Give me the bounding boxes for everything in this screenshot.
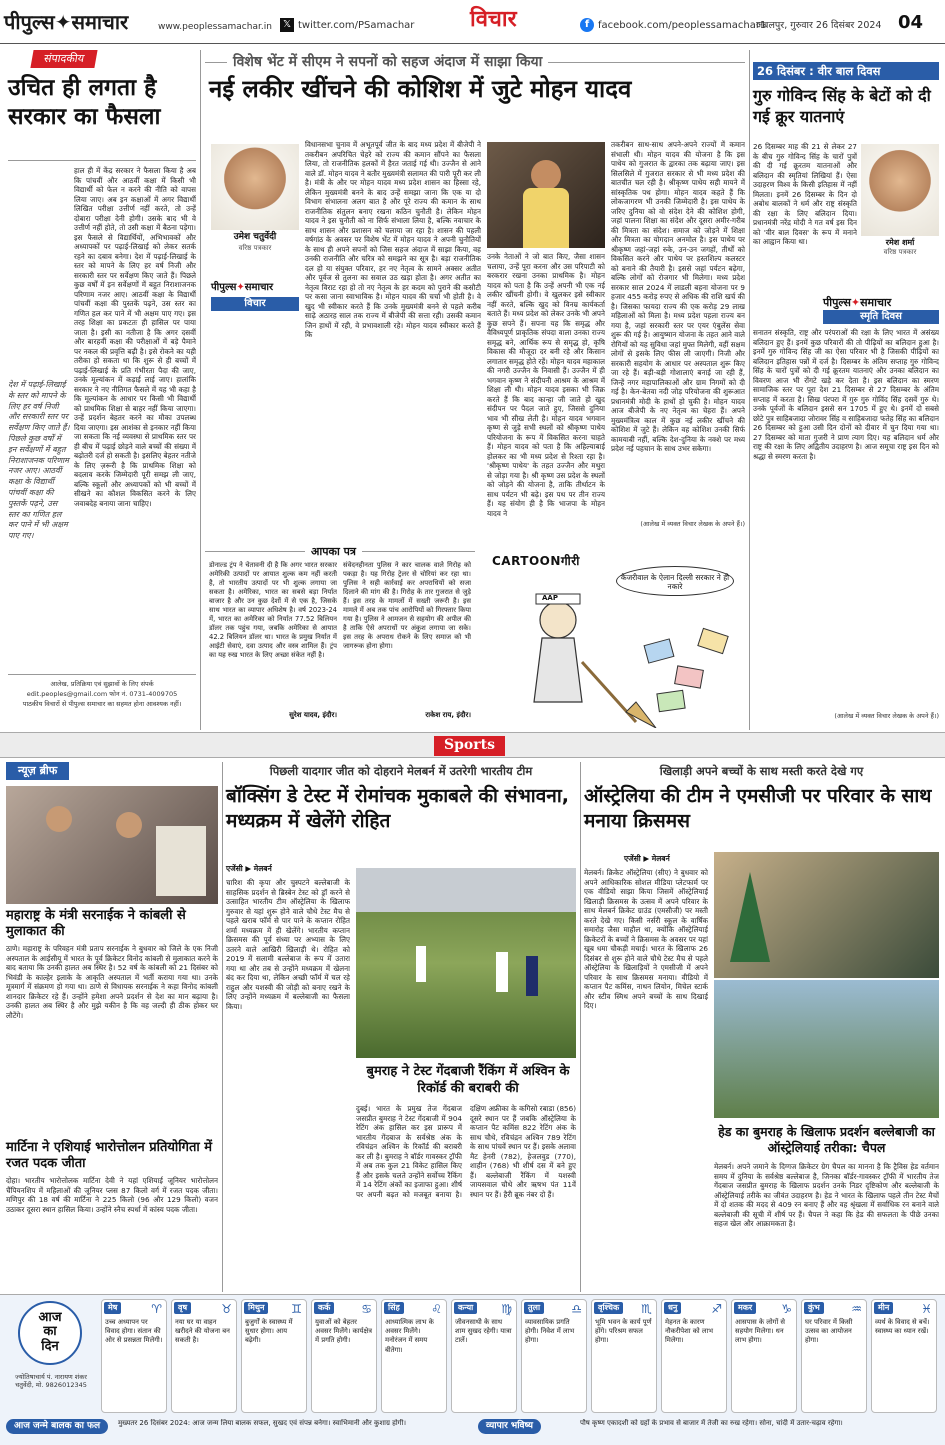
sports-label: Sports [434, 736, 505, 756]
editorial-title: उचित ही लगता है सरकार का फैसला [8, 74, 161, 130]
zodiac-text: घर परिवार में किसी उत्सव का आयोजन होगा। [805, 1318, 853, 1345]
veer-lead: 26 दिसम्बर माह की 21 से लेकर 27 के बीच गुरु गोविन्द सिंह के चारों पुत्रों की दी गई क्रूरतम यातनाओं और बलिदान की स्मृतियां लिखियां हैं। ऐसा उदाहरण विश्व के किसी इतिहास में नहीं मिलता। इनमें 26 दिसम्बर के दिन दो अबोध बालकों ने धर्म और राष्ट्र संस्कृति की रक्षा के लिए बलिदान दिया। प्रधानमंत्री नरेंद्र मोदी ने गत वर्ष इस दिन को 'वीर बाल दिवस' के रूप में मनाने का आह्वान किया था। [753, 142, 857, 246]
page-number: 04 [898, 12, 924, 33]
brand-stamp-logo: पीपुल्स✦समाचार [211, 282, 274, 293]
cm-photo [487, 142, 605, 248]
cm-photo-body [523, 188, 569, 248]
veer-tag: 26 दिसंबर : वीर बाल दिवस [753, 62, 939, 80]
zodiac-8 [591, 1299, 657, 1413]
zodiac-2 [171, 1299, 237, 1413]
zodiac-text: बुजुर्गों के स्वास्थ्य में सुधार होगा। आय बढ़ेगी। [245, 1318, 293, 1345]
zodiac-symbol-icon: ♌ [431, 1302, 442, 1316]
lead-kicker: विशेष भेंट में सीएम ने सपनों को सहज अंदाज में साझा किया [227, 54, 548, 72]
brief-photo [6, 786, 218, 904]
zodiac-text: उच्च अध्यापन पर विवाद होगा। संतान की ओर से प्रसन्नता मिलेगी। [105, 1318, 163, 1345]
rashifal-title-line: का [43, 1324, 57, 1340]
editorial-tag: संपादकीय [30, 50, 97, 68]
zodiac-text: भूमि भवन के कार्य पूर्ण होंगे। परिश्रम सफल होगा। [595, 1318, 652, 1345]
boxing-title: बॉक्सिंग डे टेस्ट में रोमांचक मुकाबले की संभावना, मध्यक्रम में खेलेंगे रोहित [226, 785, 569, 833]
boxing-agency: एजेंसी ▶ मेलबर्न [226, 864, 272, 873]
lead-col-3: तकरीबन साथ-साथ अपने-अपने राज्यों में कमान संभाली थी। मोहन यादव की योजना है कि इस पाथेय को गुजरात के द्वारका तक बढ़ाया जाए। इस सिलसिले में गुजरात सरकार से भी मध्य प्रदेश की बातचीत चल रही है। श्रीकृष्ण पाथेय सही मायने में सांस्कृतिक पथ होगा। मोहन यादव कहते हैं कि लोकजागरण भी उनकी जिम्मेदारी है। इस पाथेय के जरिए दुनिया को वो संदेश देने की कोशिश होगी, जहां पालना शिक्षा का संदेश और दूसरा अमीर-गरीब की मित्रता का संदेश। समाज को जोड़ने में शिक्षा और मित्रता का योगदान अनमोल है। इस पाथेय पर श्रीकृष्ण जहां-जहां रुके, उन-उन जगहों, तीर्थों को विकसित करने और पाथेय पर हस्तशिल्प कलस्टर को बनाने की तैयारी है। इससे जहां पर्यटन बढ़ेगा, बल्कि लोगों को रोजगार भी मिलेगा। मध्य प्रदेश सरकार साल 2024 में लाडली बहना योजना पर 9 हजार 455 करोड़ रुपए से अधिक की राशि खर्च की है। जिसका फायदा राज्य की एक करोड़ 29 लाख महिलाओं को मिला है। मध्य प्रदेश पहला राज्य बन गया है, जहां सरकारी स्तर पर एयर एंबुलेंस सेवा शुरू की गई है। आयुष्मान योजना के तहत आने वाले रोगियों को यह सुविधा जहां मुफ्त मिलेगी, वहीं सक्षम लोगों से इसके लिए फीस ली जाएगी। निजी और सरकारी सहयोग के आधार पर अस्पताल शुरू किए जा रहे हैं। बड़ी-बड़ी गोशालाएं बनाई जा रही हैं, जिन्हें नगर महापालिकाओं और ग्राम निगमों को दी गई है। केन-बेतवा नदी जोड़ परियोजना की शुरूआत प्रधानमंत्री मोदी के हाथों हो चुकी है। मोहन यादव आज बीजेपी के नए नेतृत्व का चेहरा हैं। अपने मुख्यमंत्रित्व काल में कुछ नई लकीर खींचने की कोशिश में जुटे हैं। लेकिन वह कोशिश उनकी सिर्फ कामयाबी नहीं, बल्कि देश-दुनिया के नक्शे पर मध्य प्रदेश नई पहचान के साथ उभर सकेगा। [611, 140, 745, 453]
zodiac-3 [241, 1299, 307, 1413]
lead-signoff: (आलेख में व्यक्त विचार लेखक के अपने हैं।) [640, 520, 745, 528]
birth-text: मुख्यतर 26 दिसंबर 2024: आज जन्म लिया बालक सफल, सुखद एवं संपन्न बनेगा। स्वाभिमानी और कुशाग्र होगी। [118, 1419, 407, 1427]
brief-photo-bed [156, 826, 206, 896]
trade-text: पौष कृष्ण एकादशी को ग्रहों के प्रभाव से बाजार में तेजी का रुख रहेगा। सोना, चांदी में उतार-चढ़ाव रहेगा। [580, 1419, 843, 1427]
divider [8, 674, 196, 675]
zodiac-name: कर्क [314, 1302, 334, 1314]
practice-photo-player [496, 952, 508, 992]
contact-line: आलेख, प्रतिक्रिया एवं सुझावों के लिए संपर्क [50, 680, 154, 688]
cartoon-drawing [486, 572, 744, 728]
section-title: विचार [470, 7, 517, 32]
divider [200, 50, 201, 730]
masthead [0, 0, 945, 44]
zodiac-9 [661, 1299, 727, 1413]
twitter-link[interactable]: twitter.com/PSamachar [298, 20, 415, 31]
zodiac-name: सिंह [384, 1302, 404, 1314]
lead-article [205, 50, 745, 540]
speech-bubble: केजरीवाल के ऐलान दिल्ली सरकार ने ही नकारे [616, 566, 734, 596]
brief-photo-face [46, 806, 72, 832]
zodiac-name: वृष [174, 1302, 191, 1314]
lead-col-2: उनके नेताओं ने जो बात किए, जैसा शासन चलाया, उन्हें पूरा करना और उस परिपाटी को बरकरार रखना उनका प्राथमिक है। मोहन यादव को पता है कि उन्हें अपनी भी एक नई लकीर खींचनी होगी। वे खुलकर इसे स्वीकार नहीं करते, बल्कि खुद को विनम्र कार्यकर्ता बताते हैं। मध्य प्रदेश को लेकर उनके भी अपने कुछ सपने हैं। सपना यह कि समृद्ध और वैविध्यपूर्ण प्राकृतिक संपदा वाला उनका राज्य समृद्ध बने, आर्थिक रूप से समृद्ध हो, कृषि विकास की मौजूदा दर बनी रहे और किसान लगातार समृद्ध होते रहें। मोहन यादव महाकाल की नगरी उज्जैन के निवासी हैं। उज्जैन में ही भगवान कृष्ण ने संदीपनी आश्रम के आश्रम में शिक्षा ली थी। मोहन यादव इसका भी जिक्र करते हैं कि बाद कान्हा जी जाते हो खुद संदीपन पर पैदल जाते हुए, जिससे दुनिया भाव भी सीख लेती है। मोहन यादव भगवान कृष्ण से जुड़े सभी स्थलों को श्रीकृष्ण पाथेय परियोजना के रूप में विकसित करना चाहते हैं। मोहन यादव को पता है कि अहिल्याबाई होलकर का भी मध्य प्रदेश से रिश्ता रहा है। 'श्रीकृष्ण पाथेय' के तहत उज्जैन और मथुरा से जोड़ा गया है। श्री कृष्ण उस प्रदेश के स्थलों को जोड़ने की योजना है, ताकि तीर्थाटन के साथ पर्यटन भी बढ़े। इस पथ पर तीन राज्य हैं। यह संयोग ही है कि भाजपा के मोहन यादव ने [487, 252, 605, 518]
zodiac-text: मेहनत के कारण नौकरीपेशा को लाभ मिलेगा। [665, 1318, 713, 1345]
editorial [8, 50, 196, 728]
zodiac-name: कन्या [454, 1302, 477, 1314]
zodiac-text: नया घर या वाहन खरीदने की योजना बन सकती है। [175, 1318, 230, 1345]
divider [580, 762, 581, 1292]
author-name: उमेश चतुर्वेदी [233, 232, 277, 242]
bumrah-title: बुमराह ने टेस्ट गेंदबाजी रैंकिंग में अश्विन के रिकॉर्ड की बराबरी की [366, 1064, 570, 1096]
smriti-logo: पीपुल्स✦समाचार [823, 296, 892, 309]
zodiac-name: कुंभ [804, 1302, 824, 1314]
brief-2-title: मार्टिना ने एशियाई भारोत्तोलन प्रतियोगिता में रजत पदक जीता [6, 1140, 213, 1172]
author-photo [211, 144, 299, 230]
zodiac-1 [101, 1299, 167, 1413]
letter-1: डोनाल्ड ट्रंप ने चेतावनी दी है कि अगर भारत सरकार अमेरिकी उत्पादों पर आयात शुल्क कम नहीं करती है, तो भारतीय उत्पादों पर भी शुल्क लगाया जा सकता है। अमेरिका, भारत का सबसे बड़ा निर्यात बाजार है और उन कुछ देशों में से एक है, जिसके साथ भारत का व्यापार अधिशेष है। वर्ष 2023-24 में, भारत का अमेरिका को निर्यात 77.52 बिलियन डॉलर तक पहुंच गया, जबकि अमेरिका से आयात 42.2 बिलियन डॉलर था। भारत के प्रमुख निर्यात में आईटी सेवाएं, दवा उत्पाद और वस्त्र शामिल हैं। ट्रंप का यह रुख भारत के लिए अच्छा संकेत नहीं है। [209, 561, 337, 659]
cartoon [486, 548, 744, 728]
zodiac-text: युवाओं को बेहतर अवसर मिलेंगे। कार्यक्षेत्र में प्रगति होगी। [315, 1318, 373, 1345]
australia-article [584, 764, 939, 1289]
letters-box [205, 545, 475, 727]
zodiac-7 [521, 1299, 587, 1413]
aus-agency: एजेंसी ▶ मेलबर्न [624, 854, 670, 863]
zodiac-12 [871, 1299, 937, 1413]
veer-author-photo [861, 144, 939, 236]
contact-email[interactable]: edit.peoples@gmail.com फोन नं. 0731-4009705 [26, 690, 178, 698]
practice-photo-player [416, 946, 426, 982]
zodiac-grid [100, 1299, 940, 1415]
letter-1-sign: सुरेश यादव, इंदौर। [289, 711, 337, 719]
editorial-body: हाल ही में केंद्र सरकार ने फैसला किया है अब कि पांचवीं और आठवीं कक्षा में किसी भी विद्यार्थी को फेल न करने की नीति को वापस लिया जाए। अब इन कक्षाओं में अगर विद्यार्थी लिखित परीक्षा उत्तीर्ण नहीं करते, तो उन्हें दोबारा परीक्षा देनी होगी। उसके बाद भी वे उत्तीर्ण नहीं होते, तो उसी कक्षा में बैठना पड़ेगा। इस फैसले से विद्यार्थियों, अभिभावकों और अध्यापकों पर पढ़ाई-लिखाई को लेकर सतर्क रहने का दबाव बनेगा। देश में पढ़ाई-लिखाई के स्तर को मापने के लिए हर वर्ष निजी और सरकारी स्तर पर सर्वेक्षण किए जाते हैं। पिछले कुछ वर्षों में इन सर्वेक्षणों में बहुत निराशाजनक परिणाम नजर आए। आठवीं कक्षा के विद्यार्थी पांचवीं कक्षा की पुस्तकें पढ़ने, उस स्तर का गणित हल कर पाने में भी अक्षम पाए गए। इस तरह शिक्षा का प्रकटतः ही हासिल पर पाया जाता है। इसी का नतीजा है कि अगर दसवीं और बारहवीं कक्षा की परीक्षाओं में बड़े पैमाने पर नकल की प्रवृत्ति बढ़ी है। इसे रोकने का यही तरीका हो सकता था कि शुरू से ही बच्चों में पढ़ाई-लिखाई के प्रति गंभीरता पैदा की जाए, उनके मूल्यांकन में कड़ाई लाई जाए। हालांकि सरकार ने नए नीतिगत फैसले में यह भी कहा है कि मूल्यांकन के आधार पर किसी भी विद्यार्थी को प्राथमिक शिक्षा से बाहर नहीं किया जाएगा। उन्हें प्रदर्शन बेहतर करने का मौका उपलब्ध दिया जाएगा। इस आशंका से इनकार नहीं किया जा सकता कि नई व्यवस्था से प्राथमिक स्तर पर ही बीच में पढ़ाई छोड़ने वाले बच्चों की संख्या में बढ़ोतरी दर्ज हो सकती है। इसलिए बेहतर नतीजे के लिए ज़रूरी है कि प्राथमिक शिक्षा को बदलाव करके जिम्मेदारी पूरी समझ ली जाए, बल्कि स्कूलों और अध्यापकों को भी बच्चों में सीखने का कौशल विकसित करने के लिए जवाबदेह बनाया जाना चाहिए। [74, 166, 196, 508]
zodiac-name: तुला [524, 1302, 544, 1314]
zodiac-name: वृश्चिक [594, 1302, 623, 1314]
zodiac-text: व्यावसायिक प्रगति होगी। निवेश में लाभ होगा। [525, 1318, 575, 1345]
divider [222, 762, 223, 1292]
brief-2-body: दोहा। भारतीय भारोत्तोलक मार्टिना देवी ने यहां एशियाई जूनियर भारोत्तोलन चैंपियनशिप में महिलाओं की जूनियर प्लस 87 किलो वर्ग में रजत पदक जीता। मणिपुर की 18 वर्ष की मार्टिना ने 225 किलो (96 और 129 किलो) वजन उठाकर दूसरा स्थान हासिल किया। उन्होंने स्नैच स्पर्धा में कांस्य पदक जीता। [6, 1176, 218, 1214]
pull-quote: देश में पढ़ाई-लिखाई के स्तर को मापने के लिए हर वर्ष निजी और सरकारी स्तर पर सर्वेक्षण किए जाते हैं। पिछले कुछ वर्षों में इन सर्वेक्षणों में बहुत निराशाजनक परिणाम नजर आए। आठवीं कक्षा के विद्यार्थी पांचवीं कक्षा की पुस्तकें पढ़ने, उस स्तर का गणित हल कर पाने में भी अक्षम पाए गए। [8, 380, 70, 541]
zodiac-6 [451, 1299, 517, 1413]
news-brief [6, 762, 218, 1292]
cartoon-title: CARTOONगीरी [492, 554, 580, 568]
rashifal-title-box [8, 1301, 94, 1413]
bumrah-body: दुबई। भारत के प्रमुख तेज गेंदबाज जसप्रीत बुमराह ने टेस्ट गेंदबाजी में 904 रेटिंग अंक हासिल कर इस प्रारूप में भारतीय गेंदबाज के सर्वश्रेष्ठ अंक के रविचंद्रन अश्विन के रिकॉर्ड की बराबरी कर ली है। बुमराह ने बॉर्डर गावस्कर ट्रॉफी में अब तक कुल 21 विकेट हासिल किए हैं और इसके चलते उन्होंने सर्वोच्च रैंकिंग में 14 रेटिंग अंकों का इजाफा हुआ। शीर्ष पर अपनी बढ़त को मजबूत बनाया है। दक्षिण अफ्रीका के कगिसो रबाडा (856) दूसरे स्थान पर हैं जबकि ऑस्ट्रेलिया के कप्तान पैट कमिंस 822 रेटिंग अंक के साथ चौथे, रविचंद्रन अश्विन 789 रेटिंग के साथ पांचवें स्थान पर हैं। इसके अलावा मैट हेनरी (782), हेजलवुड (770), शाहीन (768) भी शीर्ष दस में बने हुए हैं। बल्लेबाजी रैंकिंग में यशस्वी जायसवाल चौथे और ऋषभ पंत 11वें स्थान पर हैं। हैरी ब्रूक नंबर दो हैं। [356, 1104, 576, 1199]
zodiac-symbol-icon: ♋ [361, 1302, 372, 1316]
astrologer: ज्योतिषाचार्य पं. नारायण शंकर चतुर्वेदी, मो. 9826012345 [15, 1373, 87, 1390]
letter-2-sign: राकेश राय, इंदौर। [425, 711, 471, 719]
rashifal-title-line: आज [38, 1310, 62, 1325]
veer-bal-diwas [753, 62, 939, 727]
brand-stamp [211, 282, 299, 311]
zodiac-symbol-icon: ♓ [921, 1302, 932, 1316]
zodiac-11 [801, 1299, 867, 1413]
trade-tag: व्यापार भविष्य [478, 1419, 541, 1434]
zodiac-symbol-icon: ♑ [781, 1302, 792, 1316]
brief-photo-face [116, 812, 142, 838]
facebook-icon: f [580, 18, 594, 32]
lead-col-1: विधानसभा चुनाव में अभूतपूर्व जीत के बाद मध्य प्रदेश में बीजेपी ने तकरीबन अपरिचित चेहरे को राज्य की कमान सौंपने का फैसला लिया, तो राजनीतिक हलकों में हैरत जताई गई थी। उज्जैन से आने वाले डॉ. मोहन यादव ने बतौर मुख्यमंत्री सलामत की पारी पूरी कर ली है। मंत्री के और पर मोहन यादव मध्य प्रदेश शासन का हिस्सा रहे, लेकिन मुख्यमंत्री बनने के बाद उन्हें समझा जाना कि एक या दो विभाग संभालना अलग बात है और पूरे राज्य की कमान के साथ राजनीतिक संतुलन बनाए रखना कठिन चुनौती है। लेकिन मोहन यादव ने इस चुनौती को ना सिर्फ संभाला लिया है, बल्कि नवाचार के साथ शासन और प्रशासन को चलाया जा रहा है। शासन की पहली वर्षगांठ के अवसर पर विशेष भेंट में मोहन यादव ने अपनी चुनौतियों के साथ ही अपने सपनों को जिस सहज अंदाज में साझा किया, वह उनकी राजनीति और चरित्र को समझने का सूत्र है। बड़ा राजनीतिक दल हो या संयुक्त परिवार, हर नए नेतृत्व के सामने अक्सर अतीत और पूर्वज से तुलना का सवाल उठ खड़ा होता है। अगर अतीत का नेतृत्व विराट रहा हो तो नए नेतृत्व के हर कदम को पुराने की कसौटी पर कसा जाना स्वाभाविक है। मोहन यादव की चर्चा भी होती है। वे खुद भी स्वीकार करते हैं कि उनके मुख्यमंत्री बनने से पहले करीब साढ़े अठारह साल तक राज्य में बीजेपी की सत्ता रही। उसकी कमान जिन हाथों में रही, वे प्रभावशाली रहे। मोहन यादव स्वीकार करते हैं कि [305, 140, 481, 339]
divider [749, 50, 750, 730]
veer-signoff: (आलेख में व्यक्त विचार लेखक के अपने हैं।) [834, 712, 939, 720]
practice-photo-stand [356, 868, 576, 912]
brief-1-body: ठाणे। महाराष्ट्र के परिवहन मंत्री प्रताप सरनाईक ने बुधवार को जिले के एक निजी अस्पताल के आईसीयू में भारत के पूर्व क्रिकेटर विनोद कांबली से मुलाकात करने के बाद बताया कि उनकी हालत अब स्थिर है। 52 वर्ष के कांबली को 21 दिसंबर को भिवंडी के काल्हेर इलाके के आकृति अस्पताल में भर्ती कराया गया था। उनके मूत्रमार्ग में संक्रमण हो गया था। ठाणे से विधायक सरनाईक ने कहा विनोद कांबली शानदार क्रिकेटर रहे हैं। उन्होंने हमेशा अपने प्रदर्शन से देश का मान बढ़ाया है। उनकी हालत अब स्थिर है और मुझे यकीन है कि वह जल्दी ही ठीक होकर घर लौटेंगे। [6, 944, 218, 1020]
xmas-photo-2 [714, 980, 939, 1118]
zodiac-symbol-icon: ♈ [151, 1302, 162, 1316]
zodiac-symbol-icon: ♍ [501, 1302, 512, 1316]
veer-author-role: वरिष्ठ पत्रकार [883, 248, 917, 256]
news-brief-tag: न्यूज़ ब्रीफ [6, 762, 69, 780]
zodiac-text: आध्यात्मिक लाभ के अवसर मिलेंगे। मनोरंजन में समय बीतेगा। [385, 1318, 434, 1354]
letter-2: संवेदनहीनता पुलिस ने कार चालक वाले गिरोह को पकड़ा है। यह गिरोह ट्रेलर से चोरियां कर रहा था। पुलिस ने सही कार्रवाई कर अपराधियों को सजा दिलाने की मांग की है। गिरोह के तार गुजरात से जुड़े हैं। इस तरह के मामलों में सख्ती जरूरी है। इस मामले में अब तक पांच आरोपियों को गिरफ्तार किया गया है। पुलिस ने आमजन से सहयोग की अपील की है ताकि ऐसे अपराधों पर अंकुश लगाया जा सके। इस तरह के अपराध रोकने के लिए समाज को भी जागरूक होना होगा। [343, 561, 471, 650]
rashifal-title-line: दिन [41, 1338, 59, 1354]
zodiac-name: मीन [874, 1302, 893, 1314]
veer-author-name: रमेश शर्मा [885, 238, 915, 247]
zodiac-name: मिथुन [244, 1302, 268, 1314]
zodiac-symbol-icon: ♎ [571, 1302, 582, 1316]
boxing-kicker: पिछली यादगार जीत को दोहराने मेलबर्न में उतरेगी भारतीय टीम [269, 764, 533, 778]
rashifal-title [18, 1301, 82, 1365]
brief-1-title: महाराष्ट्र के मंत्री सरनाईक ने कांबली से मुलाकात की [6, 908, 186, 940]
zodiac-symbol-icon: ♏ [641, 1302, 652, 1316]
smriti-stamp [823, 296, 939, 324]
facebook-link[interactable]: facebook.com/peoplessamachar1 [598, 20, 767, 31]
zodiac-text: व्यर्थ के विवाद से बचें। स्वास्थ्य का ध्यान रखें। [875, 1318, 930, 1336]
author-role: वरिष्ठ पत्रकार [238, 244, 272, 252]
party-label: AAP [542, 594, 558, 602]
zodiac-5 [381, 1299, 447, 1413]
zodiac-name: मकर [734, 1302, 756, 1314]
zodiac-10 [731, 1299, 797, 1413]
zodiac-4 [311, 1299, 377, 1413]
veer-title: गुरु गोविन्द सिंह के बेटों को दी गई क्रूर यातनाएं [753, 86, 931, 127]
xmas-tree-icon [730, 872, 770, 962]
sports-band [0, 732, 945, 758]
zodiac-symbol-icon: ♊ [291, 1302, 302, 1316]
twitter-icon: 𝕏 [280, 18, 294, 32]
zodiac-symbol-icon: ♐ [711, 1302, 722, 1316]
smriti-label: स्मृति दिवस [823, 310, 939, 325]
xmas-photo-1 [714, 852, 939, 978]
boxing-body-1: चारिश की कृपा और चुस्पटने बल्लेबाजी के साहसिक प्रदर्शन से ब्रिस्बेन टेस्ट को ड्रॉ करने से उत्साहित भारतीय टीम ऑस्ट्रेलिया के खिलाफ गुरुवार से यहां शुरू होने वाले चौथे टेस्ट मैच से पहले खराब फॉर्म से पार पाने के कप्तान रोहित शर्मा मध्यक्रम में ही खेलेंगे। भारतीय कप्तान क्रिसमस की पूर्व संध्या पर अभ्यास के लिए उतरने वाले आखिरी खिलाड़ी थे। रोहित को 2019 में सलामी बल्लेबाज के रूप में उतारा गया था और तब से उन्होंने मध्यक्रम में खेलना बंद कर दिया था, लेकिन अच्छी फॉर्म में चल रहे राहुल और यशस्वी की जोड़ी को बनाए रखने के लिए उन्होंने मध्यक्रम में बल्लेबाजी का फैसला किया। [226, 878, 350, 1011]
zodiac-name: मेष [104, 1302, 121, 1314]
zodiac-symbol-icon: ♒ [851, 1302, 862, 1316]
aus-kicker: खिलाड़ी अपने बच्चों के साथ मस्ती करते देखे गए [659, 764, 864, 778]
zodiac-symbol-icon: ♉ [221, 1302, 232, 1316]
veer-body: सनातन संस्कृति, राष्ट्र और परंपराओं की रक्षा के लिए भारत में असंख्य बलिदान हुए हैं। इनमें कुछ परिवारों की तो पीढ़ियों का बलिदान हुआ है। इनमें गुरु गोविन्द सिंह जी का ऐसा परिवार भी है जिसकी पीढ़ियों का बलिदान इतिहास पन्नों में दर्ज है। दिसम्बर के अंतिम सप्ताह गुरु गोविन्द सिंह के चारों पुत्रों को दी गई क्रूरतम यातनाएं और उनका बलिदान का विवरण आज भी रोंगटे खड़े कर देता है। इस बलिदान का स्मरण सामाजिक स्तर पर पूरा देश 21 दिसम्बर से 27 दिसम्बर के अंतिम सप्ताह में करता है। सिख पंरपरा में गुरु गुरु गोविंद सिंह दसवें गुरु थे। उनके पूर्वजों के बलिदान इससे सन 1705 में हुए थे। इनमें दो सबसे छोटे पुत्र साहिबजादा जोरावर सिंह व साहिबजादा फतेह सिंह का बलिदान 26 दिसम्बर को हुआ उसी दिन दोनों को दीवार में चुन दिया गया था। 27 दिसम्बर को माता गुजरी ने प्राण त्याग दिए। यह बलिदान धर्म और राष्ट्र की रक्षा के लिए अद्वितीय उदाहरण है। आज समूचा राष्ट्र इस दिन को श्रद्धा से स्मरण करता है। [753, 328, 939, 461]
dateline: जबलपुर, गुरुवार 26 दिसंबर 2024 [756, 20, 882, 31]
practice-photo [356, 868, 576, 1058]
head-body: मेलबर्न। अपने जमाने के दिग्गज क्रिकेटर ग्रेग चैपल का मानना है कि ट्रैविस हेड वर्तमान समय में दुनिया के सर्वश्रेष्ठ बल्लेबाज है, जिनका बॉर्डर-गावस्कर ट्रॉफी में भारतीय तेज गेंदबाज जसप्रीत बुमराह के खिलाफ प्रदर्शन उनके निडर दृष्टिकोण और बल्लेबाजी के ऑस्ट्रेलियाई तरीके का जीवंत उदाहरण है। हेड ने भारत के खिलाफ पहले तीन टेस्ट मैचों में दो शतक की मदद से 409 रन बनाए हैं और वह श्रृंखला में सर्वाधिक रन बनाने वाले बल्लेबाजी की सूची में शीर्ष पर हैं। चैपल ने कहा कि हेड की सफलता के पीछे उनका सहज खेल और आक्रामकता है। [714, 1162, 939, 1228]
brand-stamp-section: विचार [211, 297, 299, 312]
head-title: हेड का बुमराह के खिलाफ प्रदर्शन बल्लेबाजी का ऑस्ट्रेलियाई तरीका: चैपल [718, 1124, 935, 1156]
aus-title: ऑस्ट्रेलिया की टीम ने एमसीजी पर परिवार के साथ मनाया क्रिसमस [584, 785, 932, 833]
zodiac-text: आसपास के लोगों से सहयोग मिलेगा। धन लाभ होगा। [735, 1318, 786, 1345]
birth-tag: आज जन्मे बालक का फल [6, 1419, 108, 1434]
brand-logo: पीपुल्स✦समाचार [4, 10, 129, 34]
lead-title: नई लकीर खींचने की कोशिश में जुटे मोहन यादव [209, 75, 632, 103]
boxing-day-article [226, 764, 576, 1289]
zodiac-name: धनु [664, 1302, 681, 1314]
disclaimer: पाठकीय विचारों से पीपुल्स समाचार का सहमत होना आवश्यक नहीं। [22, 700, 182, 708]
site-link[interactable]: www.peoplessamachar.in [158, 22, 272, 32]
rashifal [0, 1294, 945, 1445]
practice-photo-player [526, 956, 538, 996]
cm-photo-face [531, 160, 561, 190]
letters-title: आपका पत्र [305, 545, 362, 559]
divider [8, 160, 196, 161]
aus-body: मेलबर्न। क्रिकेट ऑस्ट्रेलिया (सीए) ने बुधवार को अपने आधिकारिक सोशल मीडिया प्लेटफार्म पर एक वीडियो साझा किया जिसमें ऑस्ट्रेलियाई खिलाड़ी क्रिसमस के उत्सव में अपने परिवार के साथ मेलबर्न क्रिकेट ग्राउंड (एमसीजी) पर मस्ती करते देखे गए। किसी नर्सरी स्कूल के वार्षिक समारोह जैसा माहौल था, क्योंकि ऑस्ट्रेलियाई क्रिकेटरों के बच्चों ने क्रिसमस के अवसर पर यहां खूब धमा चौकड़ी मचाई। भारत के खिलाफ 26 दिसंबर से शुरू होने वाले चौथे टेस्ट मैच से पहले ऑस्ट्रेलिया के खिलाड़ियों ने एमसीजी में अपने परिवार के साथ क्रिसमस मनाया। वीडियो में कप्तान पैट कमिंस, नाथन लियोन, मिचेल स्टार्क और स्टीव स्मिथ अपने बच्चों के साथ दिखाई दिए। [584, 868, 708, 1010]
zodiac-text: जीवनसाथी के साथ शाम सुखद रहेगी। यात्रा टालें। [455, 1318, 512, 1345]
